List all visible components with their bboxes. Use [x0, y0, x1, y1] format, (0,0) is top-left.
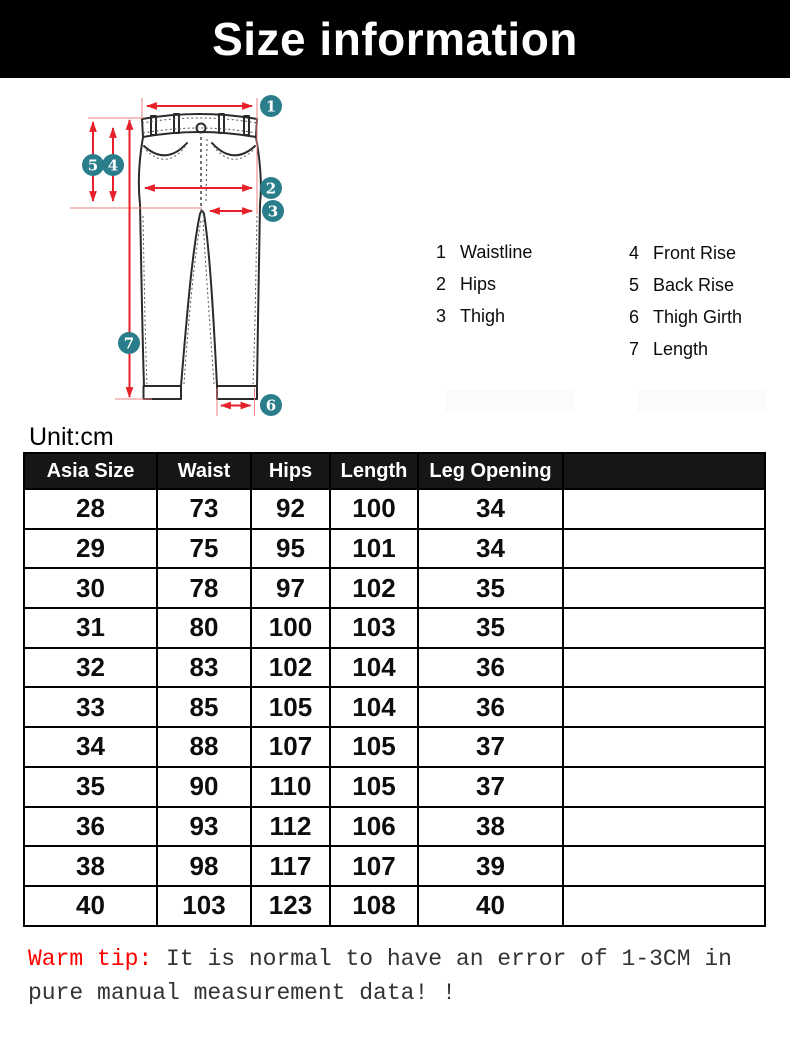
page-title: Size information — [212, 13, 578, 65]
badge-1 — [260, 95, 282, 117]
table-cell: 35 — [24, 767, 157, 807]
table-cell — [563, 687, 765, 727]
table-row — [24, 568, 765, 608]
table-cell: 100 — [330, 489, 418, 529]
table-cell: 36 — [24, 807, 157, 847]
legend-number: 1 — [436, 242, 447, 262]
table-cell: 98 — [157, 846, 251, 886]
legend-item-length — [629, 339, 742, 360]
badge-2 — [260, 177, 282, 199]
svg-text:2: 2 — [265, 179, 277, 198]
table-cell: 110 — [251, 767, 330, 807]
table-cell — [563, 807, 765, 847]
table-cell: 105 — [330, 767, 418, 807]
legend-label: Front Rise — [653, 243, 737, 263]
table-cell: 75 — [157, 529, 251, 569]
table-cell — [563, 727, 765, 767]
table-cell: 29 — [24, 529, 157, 569]
table-cell — [563, 886, 765, 926]
table-cell: 80 — [157, 608, 251, 648]
table-cell: 93 — [157, 807, 251, 847]
fly-stitch — [201, 137, 207, 215]
badge-6 — [260, 394, 282, 416]
legend-number: 3 — [436, 306, 447, 326]
table-cell: 32 — [24, 648, 157, 688]
table-cell: 35 — [418, 568, 563, 608]
table-cell: 34 — [24, 727, 157, 767]
table-cell: 38 — [418, 807, 563, 847]
column-header-leg-opening: Leg Opening — [418, 453, 563, 489]
badge-3 — [262, 200, 284, 222]
legend-left-column — [436, 242, 532, 338]
faded-watermark-box — [445, 390, 575, 412]
svg-text:4: 4 — [107, 156, 119, 175]
table-cell: 103 — [330, 608, 418, 648]
badge-7 — [118, 332, 140, 354]
legend-number: 6 — [629, 307, 640, 327]
legend-item-hips — [436, 274, 532, 295]
column-header-empty — [563, 453, 765, 489]
legend-label: Thigh Girth — [653, 307, 743, 327]
table-cell — [563, 608, 765, 648]
table-row — [24, 608, 765, 648]
legend-label: Back Rise — [653, 275, 735, 295]
table-row — [24, 687, 765, 727]
table-cell — [563, 648, 765, 688]
table-cell: 105 — [251, 687, 330, 727]
table-row — [24, 727, 765, 767]
table-cell: 107 — [251, 727, 330, 767]
table-cell: 40 — [418, 886, 563, 926]
table-cell: 31 — [24, 608, 157, 648]
table-cell: 85 — [157, 687, 251, 727]
table-cell: 108 — [330, 886, 418, 926]
column-header-length: Length — [330, 453, 418, 489]
warm-tip-label: Warm tip: — [28, 945, 153, 972]
table-cell: 78 — [157, 568, 251, 608]
table-cell: 95 — [251, 529, 330, 569]
helper-lines — [70, 98, 257, 416]
column-header-waist: Waist — [157, 453, 251, 489]
table-cell: 38 — [24, 846, 157, 886]
table-cell: 73 — [157, 489, 251, 529]
pants-stitching — [142, 118, 257, 384]
measurement-arrows — [93, 106, 252, 406]
table-cell: 83 — [157, 648, 251, 688]
table-row — [24, 529, 765, 569]
table-cell: 35 — [418, 608, 563, 648]
legend-number: 4 — [629, 243, 640, 263]
table-cell: 37 — [418, 767, 563, 807]
table-cell: 102 — [251, 648, 330, 688]
pants-outline — [139, 114, 261, 399]
legend-right-column — [629, 243, 742, 371]
table-row — [24, 886, 765, 926]
table-header-row — [24, 453, 765, 489]
legend-label: Length — [653, 339, 709, 359]
table-cell: 97 — [251, 568, 330, 608]
table-cell: 40 — [24, 886, 157, 926]
table-cell: 88 — [157, 727, 251, 767]
table-cell: 104 — [330, 648, 418, 688]
warm-tip-line2: pure manual measurement data! ! — [28, 979, 456, 1006]
table-cell: 36 — [418, 687, 563, 727]
table-cell: 105 — [330, 727, 418, 767]
table-row — [24, 648, 765, 688]
table-cell: 34 — [418, 529, 563, 569]
badge-4 — [102, 154, 124, 176]
svg-text:1: 1 — [265, 97, 277, 116]
svg-text:3: 3 — [267, 202, 279, 221]
legend-number: 7 — [629, 339, 640, 359]
table-cell: 37 — [418, 727, 563, 767]
legend-label: Waistline — [460, 242, 533, 262]
table-cell — [563, 767, 765, 807]
title-bar — [0, 0, 790, 78]
legend-number: 2 — [436, 274, 447, 294]
warm-tip — [28, 942, 790, 1010]
warm-tip-line1: It is normal to have an error of 1-3CM in — [166, 945, 732, 972]
legend-item-back-rise — [629, 275, 742, 296]
table-cell: 102 — [330, 568, 418, 608]
table-cell: 106 — [330, 807, 418, 847]
table-cell: 103 — [157, 886, 251, 926]
pants-diagram — [20, 86, 320, 426]
legend-item-waistline — [436, 242, 532, 263]
svg-text:5: 5 — [87, 156, 99, 175]
legend-label: Thigh — [460, 306, 506, 326]
table-cell: 104 — [330, 687, 418, 727]
table-cell — [563, 568, 765, 608]
table-cell: 39 — [418, 846, 563, 886]
legend-number: 5 — [629, 275, 640, 295]
table-cell: 90 — [157, 767, 251, 807]
badge-5 — [82, 154, 104, 176]
table-row — [24, 807, 765, 847]
table-row — [24, 767, 765, 807]
table-cell: 30 — [24, 568, 157, 608]
table-cell — [563, 529, 765, 569]
measurement-diagram-area — [0, 78, 790, 424]
legend-label: Hips — [460, 274, 497, 294]
table-cell: 100 — [251, 608, 330, 648]
unit-label: Unit:cm — [29, 423, 114, 451]
table-cell: 107 — [330, 846, 418, 886]
faded-watermark-box — [637, 390, 767, 412]
legend-item-front-rise — [629, 243, 742, 264]
table-cell — [563, 846, 765, 886]
table-row — [24, 489, 765, 529]
table-cell: 92 — [251, 489, 330, 529]
size-table — [23, 452, 766, 927]
column-header-asia-size: Asia Size — [24, 453, 157, 489]
table-cell: 33 — [24, 687, 157, 727]
svg-text:7: 7 — [123, 334, 135, 353]
table-cell: 36 — [418, 648, 563, 688]
legend-item-thigh — [436, 306, 532, 327]
column-header-hips: Hips — [251, 453, 330, 489]
svg-text:6: 6 — [265, 396, 277, 415]
table-cell: 28 — [24, 489, 157, 529]
table-cell: 101 — [330, 529, 418, 569]
table-cell: 117 — [251, 846, 330, 886]
table-cell: 112 — [251, 807, 330, 847]
table-cell: 123 — [251, 886, 330, 926]
table-cell — [563, 489, 765, 529]
table-row — [24, 846, 765, 886]
legend-item-thigh-girth — [629, 307, 742, 328]
table-cell: 34 — [418, 489, 563, 529]
